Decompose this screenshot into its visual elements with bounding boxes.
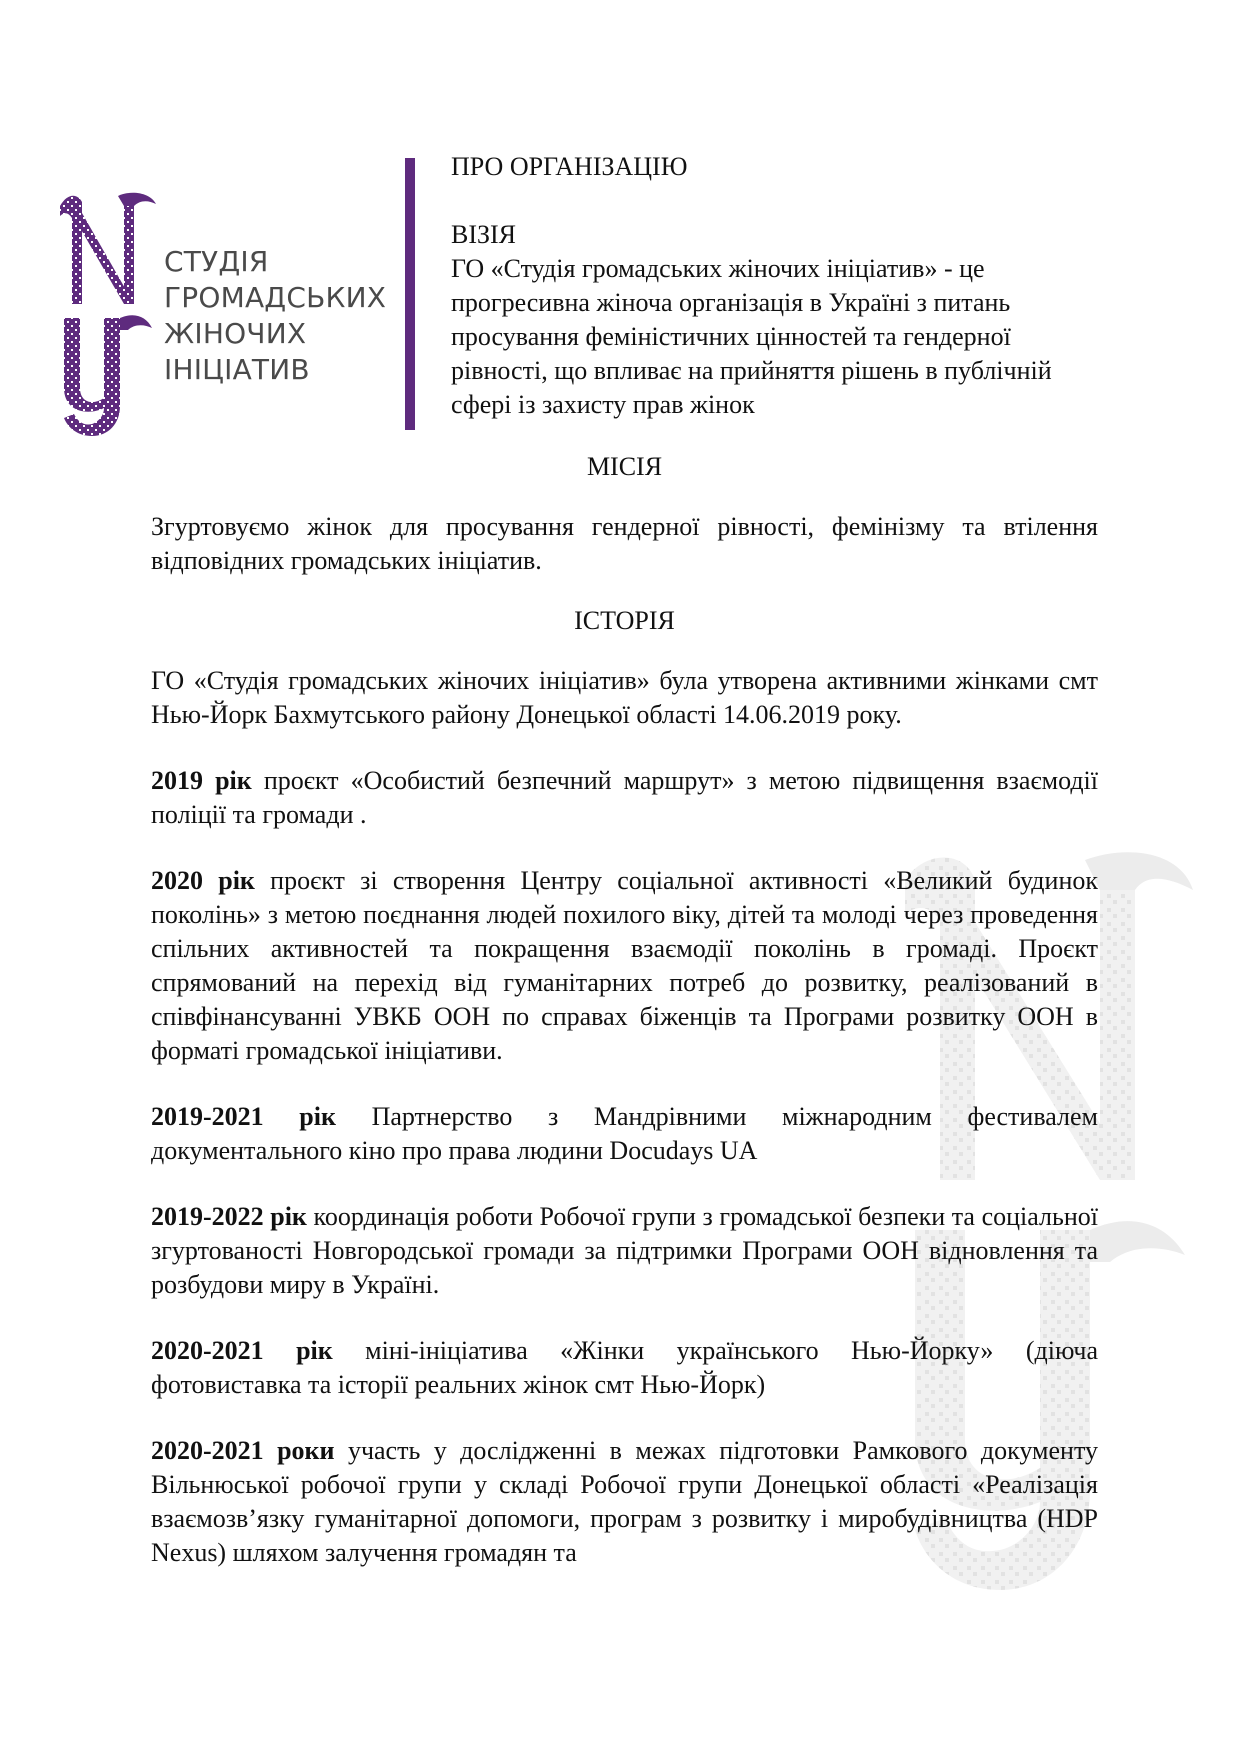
mission-text: Згуртовуємо жінок для просування гендерної рівності, фемінізму та втілення відповідних громадських ініціатив. <box>151 512 1098 575</box>
history-entry-year: 2019 рік <box>151 766 252 795</box>
logo-line-1: СТУДІЯ <box>164 245 269 278</box>
history-entry <box>151 1334 1098 1402</box>
history-entry-year: 2020-2021 роки <box>151 1436 335 1465</box>
header-block <box>451 150 1101 422</box>
history-entry <box>151 864 1098 1068</box>
vision-text: ГО «Студія громадських жіночих ініціатив» - це прогресивна жіноча організація в Україні з питань просування феміністичних цінностей та гендерної рівності, що впливає на прийняття рішень в публічній сфері із захисту прав жінок <box>451 254 1052 419</box>
header-divider <box>405 158 415 430</box>
history-entry-year: 2020-2021 рік <box>151 1336 333 1365</box>
history-heading: ІСТОРІЯ <box>574 606 675 635</box>
history-entry <box>151 1434 1098 1570</box>
history-entry-text: міні-ініціатива «Жінки українського Нью-Йорку» (діюча фотовиставка та історії реальних жінок смт Нью-Йорк) <box>151 1336 1099 1399</box>
organization-name-logo-text <box>164 244 386 388</box>
vision-heading: ВІЗІЯ <box>451 220 517 249</box>
history-entry-year: 2020 рік <box>151 866 255 895</box>
history-entry-text: координація роботи Робочої групи з громадської безпеки та соціальної згуртованості Новгородської громади за підтримки Програми ООН відновлення та розбудови миру в Україні. <box>151 1202 1098 1299</box>
logo-line-3: ЖІНОЧИХ <box>164 317 307 350</box>
history-entry-text: проєкт «Особистий безпечний маршрут» з метою підвищення взаємодії поліції та громади . <box>151 766 1098 829</box>
logo-line-4: ІНІЦІАТИВ <box>164 353 310 386</box>
history-entry-year: 2019-2021 рік <box>151 1102 336 1131</box>
history-entry-text: участь у дослідженні в межах підготовки Рамкового документу Вільнюської робочої групи у складі Робочої групи Донецької області «Реалізація взаємозв’язку гуманітарної допомоги, програм з розвитку і миробудівництва (HDP Nexus) шляхом залучення громадян та <box>151 1436 1098 1567</box>
main-content <box>151 450 1098 1570</box>
history-entry <box>151 1100 1098 1168</box>
history-intro: ГО «Студія громадських жіночих ініціатив» була утворена активними жінками смт Нью-Йорк Бахмутського району Донецької області 14.06.2019 року. <box>151 666 1098 729</box>
mission-heading: МІСІЯ <box>586 452 663 481</box>
history-entry-text: Партнерство з Мандрівними міжнародним фестивалем документального кіно про права людини Docudays UA <box>151 1102 1098 1165</box>
organization-logo-icon <box>58 192 158 442</box>
history-entry <box>151 764 1098 832</box>
history-entry <box>151 1200 1098 1302</box>
logo-line-2: ГРОМАДСЬКИХ <box>164 281 387 314</box>
history-entry-text: проєкт зі створення Центру соціальної активності «Великий будинок поколінь» з метою поєднання людей похилого віку, дітей та молоді через проведення спільних активностей та покращення взаємодії поколінь в громаді. Проєкт спрямований на перехід від гуманітарних потреб до розвитку, реалізований в співфінансуванні УВКБ ООН по справах біженців та Програми розвитку ООН в форматі громадської ініціативи. <box>151 866 1098 1065</box>
history-entry-year: 2019-2022 рік <box>151 1202 307 1231</box>
page-title: ПРО ОРГАНІЗАЦІЮ <box>451 152 688 181</box>
